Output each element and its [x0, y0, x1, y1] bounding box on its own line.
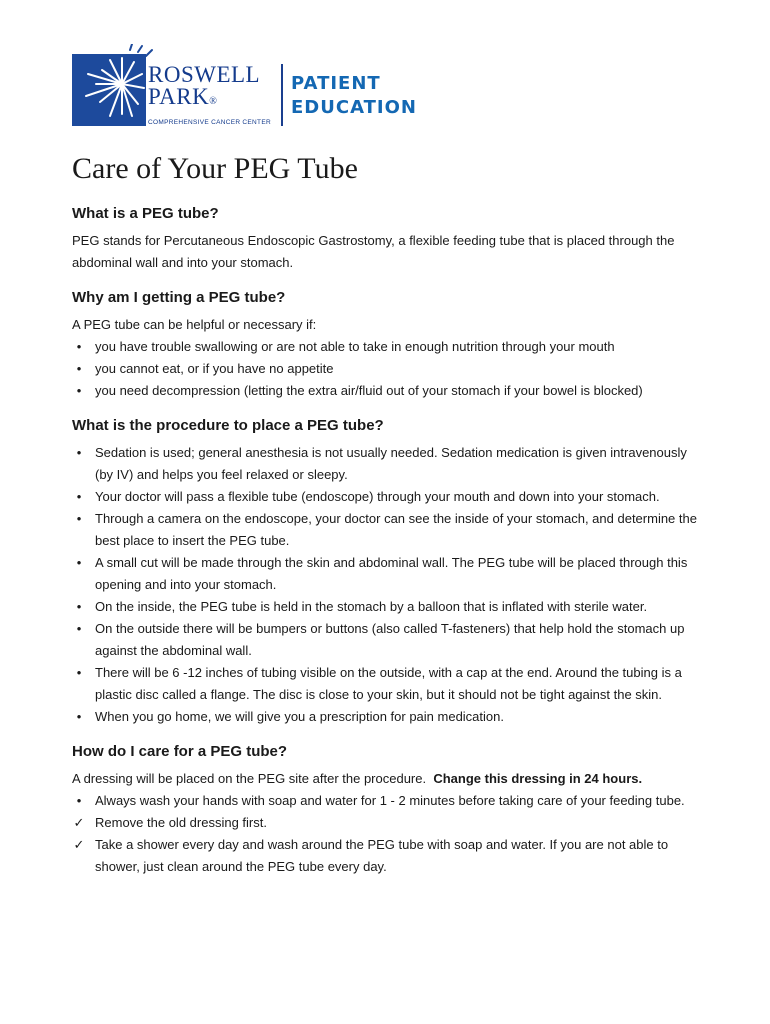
bullet-icon: •: [76, 709, 82, 724]
bullet-icon: •: [76, 489, 82, 504]
section-why: [72, 288, 702, 402]
bullet-icon: •: [76, 339, 82, 354]
list-item: [72, 380, 702, 402]
page-title: Care of Your PEG Tube: [72, 152, 358, 185]
checklist-item: [72, 812, 702, 834]
checkmark-icon: ✓: [73, 815, 85, 830]
bullet-list: [72, 442, 702, 728]
registered-mark: ®: [209, 96, 218, 107]
section-heading: How do I care for a PEG tube?: [72, 743, 288, 760]
document-body: [72, 204, 702, 892]
list-item-text: you have trouble swallowing or are not able to take in enough nutrition through your mouth: [95, 339, 615, 354]
bullet-icon: •: [76, 555, 82, 570]
bullet-icon: •: [76, 445, 82, 460]
bullet-list: [72, 336, 702, 402]
checklist-item: [72, 834, 702, 878]
list-item: [72, 486, 702, 508]
list-item: [72, 336, 702, 358]
section-care: [72, 742, 702, 878]
section-intro: A PEG tube can be helpful or necessary if:: [72, 317, 317, 332]
header-divider: [281, 64, 283, 126]
brand-subtitle: COMPREHENSIVE CANCER CENTER: [148, 119, 271, 126]
bullet-icon: •: [76, 383, 82, 398]
roswell-park-logo-icon: [72, 44, 154, 126]
section-heading: What is a PEG tube?: [72, 205, 219, 222]
list-item-text: Your doctor will pass a flexible tube (endoscope) through your mouth and down into your stomach.: [95, 489, 660, 504]
checkmark-icon: ✓: [73, 837, 85, 852]
bullet-icon: •: [76, 793, 82, 808]
bullet-icon: •: [76, 511, 82, 526]
bullet-icon: •: [76, 665, 82, 680]
list-item-text: Remove the old dressing first.: [95, 815, 267, 830]
section-what-is: [72, 204, 702, 274]
brand-name-line1: ROSWELL: [148, 62, 261, 87]
list-item: [72, 552, 702, 596]
section-procedure: [72, 416, 702, 728]
list-item-text: There will be 6 -12 inches of tubing visible on the outside, with a cap at the end. Around the tubing is a plastic disc called a flange. The disc is close to your skin, but it should not be tight against the skin.: [95, 665, 682, 702]
list-item: [72, 790, 702, 812]
list-item-text: Take a shower every day and wash around the PEG tube with soap and water. If you are not able to shower, just clean around the PEG tube every day.: [95, 837, 669, 874]
list-item-text: A small cut will be made through the skin and abdominal wall. The PEG tube will be placed through this opening and into your stomach.: [95, 555, 688, 592]
list-item-text: you need decompression (letting the extra air/fluid out of your stomach if your bowel is blocked): [95, 383, 643, 398]
list-item: [72, 662, 702, 706]
list-item-text: Always wash your hands with soap and water for 1 - 2 minutes before taking care of your feeding tube.: [95, 793, 685, 808]
list-item: [72, 358, 702, 380]
brand-wordmark: [148, 64, 271, 126]
list-item: [72, 618, 702, 662]
section-text: PEG stands for Percutaneous Endoscopic Gastrostomy, a flexible feeding tube that is placed through the abdominal wall and into your stomach.: [72, 233, 675, 270]
care-intro-text: A dressing will be placed on the PEG site after the procedure.: [72, 771, 427, 786]
section-heading: Why am I getting a PEG tube?: [72, 289, 286, 306]
care-intro-emphasis: Change this dressing in 24 hours.: [433, 771, 643, 786]
list-item-text: Sedation is used; general anesthesia is not usually needed. Sedation medication is given intravenously (by IV) and helps you feel relaxed or sleepy.: [95, 445, 687, 482]
list-item-text: When you go home, we will give you a prescription for pain medication.: [95, 709, 504, 724]
education-label: EDUCATION: [291, 97, 417, 118]
section-heading: What is the procedure to place a PEG tube?: [72, 417, 384, 434]
patient-education-label: [291, 72, 417, 120]
list-item-text: you cannot eat, or if you have no appetite: [95, 361, 334, 376]
care-list: [72, 790, 702, 878]
header: [72, 44, 712, 134]
bullet-icon: •: [76, 621, 82, 636]
list-item-text: On the outside there will be bumpers or buttons (also called T-fasteners) that help hold the stomach up against the abdominal wall.: [95, 621, 685, 658]
list-item-text: Through a camera on the endoscope, your doctor can see the inside of your stomach, and determine the best place to insert the PEG tube.: [95, 511, 697, 548]
list-item: [72, 508, 702, 552]
list-item-text: On the inside, the PEG tube is held in the stomach by a balloon that is inflated with sterile water.: [95, 599, 648, 614]
list-item: [72, 706, 702, 728]
bullet-icon: •: [76, 599, 82, 614]
section-intro: [72, 768, 702, 790]
bullet-icon: •: [76, 361, 82, 376]
list-item: [72, 596, 702, 618]
patient-label: PATIENT: [291, 73, 381, 94]
brand-name-line2: PARK: [148, 84, 210, 109]
list-item: [72, 442, 702, 486]
